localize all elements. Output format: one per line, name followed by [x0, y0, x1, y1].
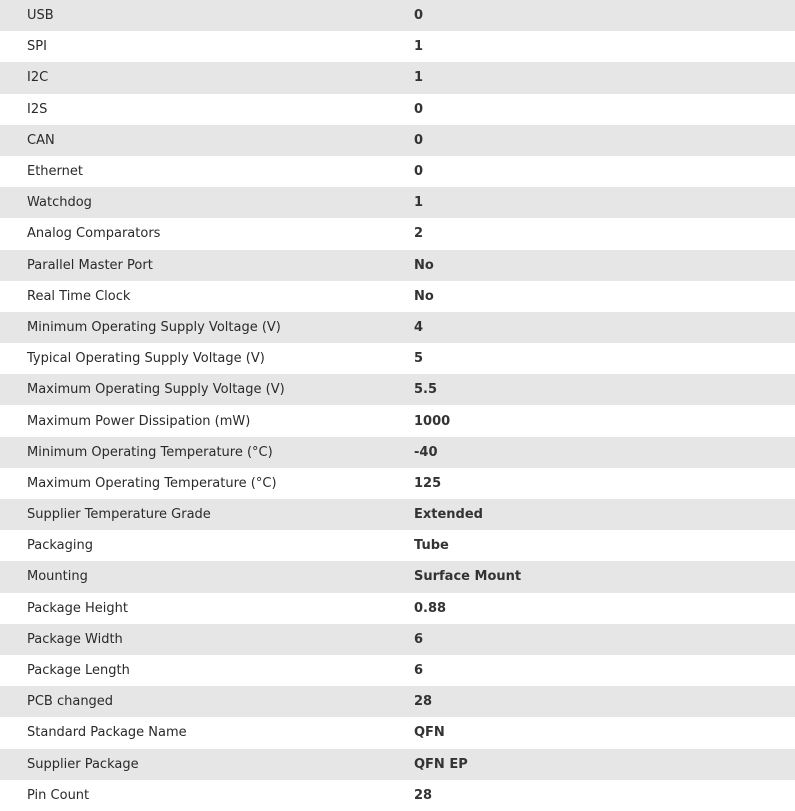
- spec-row: [0, 749, 795, 780]
- spec-row: [0, 561, 795, 592]
- spec-row: [0, 156, 795, 187]
- spec-value: QFN: [414, 725, 445, 741]
- spec-value: 5.5: [414, 382, 438, 398]
- spec-value: 1000: [414, 413, 451, 429]
- spec-row: [0, 437, 795, 468]
- spec-label: Minimum Operating Supply Voltage (V): [27, 319, 281, 335]
- spec-row: [0, 530, 795, 561]
- spec-value: 0: [414, 101, 424, 117]
- spec-value: 28: [414, 694, 433, 710]
- spec-label: Pin Count: [27, 787, 90, 803]
- spec-label: Watchdog: [27, 195, 92, 211]
- spec-label: Package Height: [27, 600, 128, 616]
- spec-label: Maximum Operating Supply Voltage (V): [27, 382, 285, 398]
- spec-label: Typical Operating Supply Voltage (V): [27, 351, 265, 367]
- spec-value: 1: [414, 195, 424, 211]
- spec-row: [0, 218, 795, 249]
- spec-row: [0, 780, 795, 811]
- spec-label: Analog Comparators: [27, 226, 161, 242]
- spec-value: 0: [414, 164, 424, 180]
- spec-row: [0, 281, 795, 312]
- spec-label: I2C: [27, 70, 49, 86]
- spec-label: Package Width: [27, 631, 123, 647]
- spec-label: SPI: [27, 39, 47, 55]
- spec-label: Ethernet: [27, 164, 83, 180]
- spec-label: Supplier Package: [27, 756, 139, 772]
- spec-value: 0.88: [414, 600, 447, 616]
- spec-value: No: [414, 257, 434, 273]
- spec-row: [0, 94, 795, 125]
- spec-label: CAN: [27, 132, 55, 148]
- spec-value: No: [414, 288, 434, 304]
- spec-value: 1: [414, 70, 424, 86]
- spec-label: Parallel Master Port: [27, 257, 153, 273]
- spec-label: PCB changed: [27, 694, 114, 710]
- spec-row: [0, 468, 795, 499]
- spec-row: [0, 62, 795, 93]
- spec-label: Maximum Operating Temperature (°C): [27, 475, 277, 491]
- spec-value: 125: [414, 475, 442, 491]
- spec-row: [0, 593, 795, 624]
- spec-row: [0, 655, 795, 686]
- spec-row: [0, 0, 795, 31]
- spec-label: USB: [27, 8, 54, 24]
- spec-value: -40: [414, 444, 438, 460]
- spec-label: Maximum Power Dissipation (mW): [27, 413, 251, 429]
- spec-row: [0, 250, 795, 281]
- spec-row: [0, 624, 795, 655]
- spec-value: Surface Mount: [414, 569, 522, 585]
- spec-label: Real Time Clock: [27, 288, 131, 304]
- spec-label: Package Length: [27, 663, 130, 679]
- spec-value: Tube: [414, 538, 449, 554]
- spec-value: 6: [414, 631, 424, 647]
- spec-row: [0, 31, 795, 62]
- spec-row: [0, 686, 795, 717]
- spec-value: 1: [414, 39, 424, 55]
- spec-value: 5: [414, 351, 424, 367]
- spec-value: Extended: [414, 507, 483, 523]
- spec-row: [0, 125, 795, 156]
- spec-value: 6: [414, 663, 424, 679]
- spec-value: 28: [414, 787, 433, 803]
- spec-row: [0, 499, 795, 530]
- spec-value: 0: [414, 132, 424, 148]
- spec-row: [0, 343, 795, 374]
- spec-row: [0, 717, 795, 748]
- spec-label: Packaging: [27, 538, 93, 554]
- spec-label: Mounting: [27, 569, 88, 585]
- spec-row: [0, 405, 795, 436]
- spec-value: QFN EP: [414, 756, 468, 772]
- spec-row: [0, 374, 795, 405]
- spec-row: [0, 187, 795, 218]
- spec-label: Standard Package Name: [27, 725, 187, 741]
- spec-value: 2: [414, 226, 424, 242]
- spec-value: 4: [414, 319, 424, 335]
- spec-label: Supplier Temperature Grade: [27, 507, 211, 523]
- spec-row: [0, 312, 795, 343]
- spec-label: Minimum Operating Temperature (°C): [27, 444, 273, 460]
- spec-label: I2S: [27, 101, 48, 117]
- spec-value: 0: [414, 8, 424, 24]
